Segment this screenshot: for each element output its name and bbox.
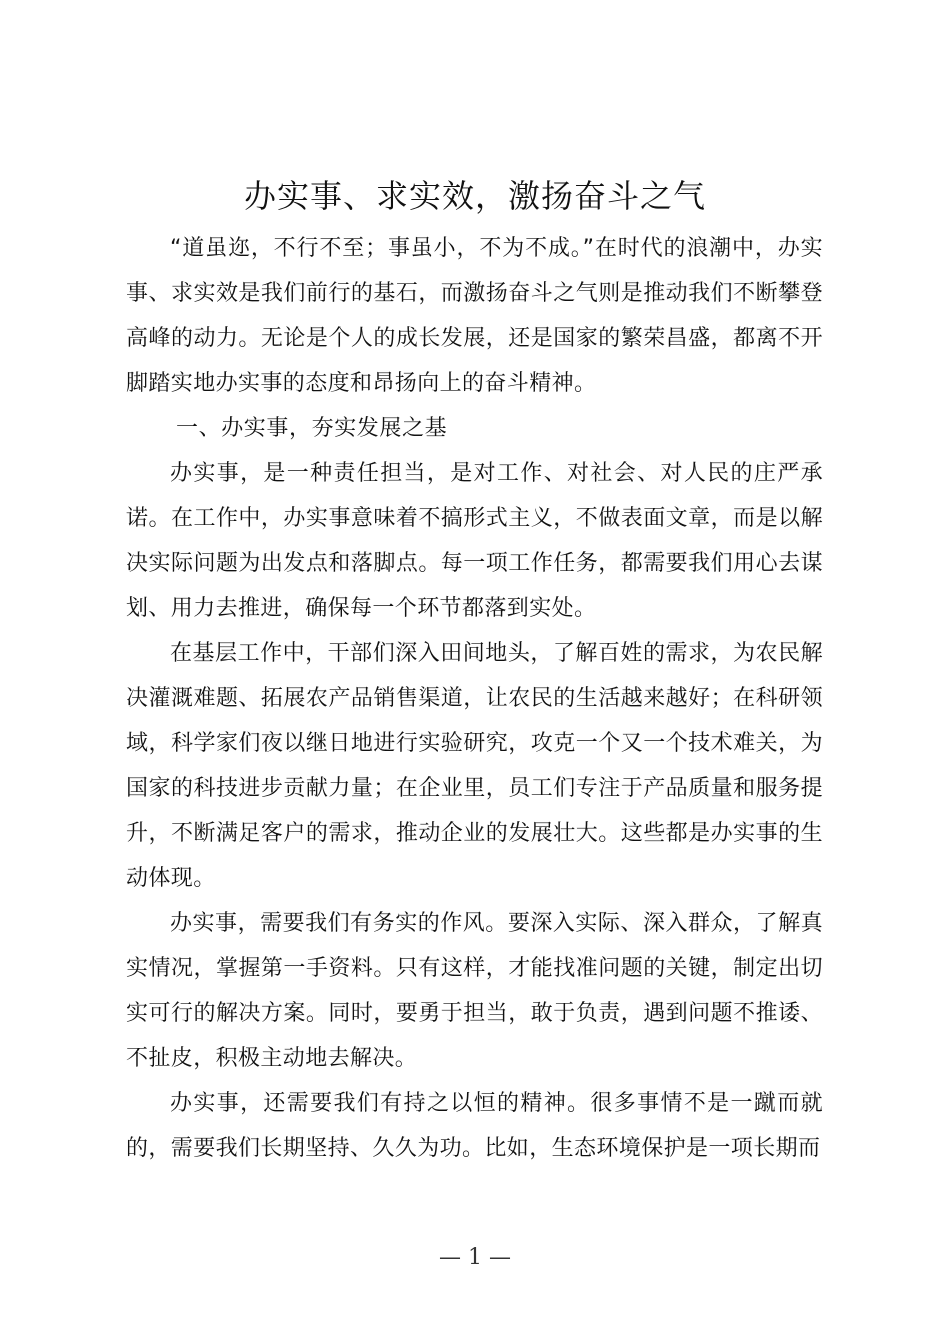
document-body (126, 226, 823, 1171)
section-heading: 一、办实事，夯实发展之基 (176, 416, 448, 441)
intro-paragraph: “道虽迩，不行不至；事虽小，不为不成。”在时代的浪潮中，办实事、求实效是我们前行的基石，而激扬奋斗之气则是推动我们不断攀登高峰的动力。无论是个人的成长发展，还是国家的繁荣昌盛，都离不开脚踏实地办实事的态度和昂扬向上的奋斗精神。 (126, 236, 823, 396)
body-paragraph: 办实事，需要我们有务实的作风。要深入实际、深入群众，了解真实情况，掌握第一手资料。只有这样，才能找准问题的关键，制定出切实可行的解决方案。同时，要勇于担当，敢于负责，遇到问题不推诿、不扯皮，积极主动地去解决。 (126, 911, 823, 1071)
page-number: — 1 — (439, 1245, 511, 1270)
body-paragraph: 办实事，是一种责任担当，是对工作、对社会、对人民的庄严承诺。在工作中，办实事意味着不搞形式主义，不做表面文章，而是以解决实际问题为出发点和落脚点。每一项工作任务，都需要我们用心去谋划、用力去推进，确保每一个环节都落到实处。 (126, 461, 823, 621)
document-title: 办实事、求实效，激扬奋斗之气 (243, 177, 706, 215)
body-paragraph: 在基层工作中，干部们深入田间地头，了解百姓的需求，为农民解决灌溉难题、拓展农产品销售渠道，让农民的生活越来越好；在科研领域，科学家们夜以继日地进行实验研究，攻克一个又一个技术难关，为国家的科技进步贡献力量；在企业里，员工们专注于产品质量和服务提升，不断满足客户的需求，推动企业的发展壮大。这些都是办实事的生动体现。 (126, 641, 823, 891)
body-paragraph: 办实事，还需要我们有持之以恒的精神。很多事情不是一蹴而就的，需要我们长期坚持、久久为功。比如，生态环境保护是一项长期而 (126, 1091, 823, 1161)
